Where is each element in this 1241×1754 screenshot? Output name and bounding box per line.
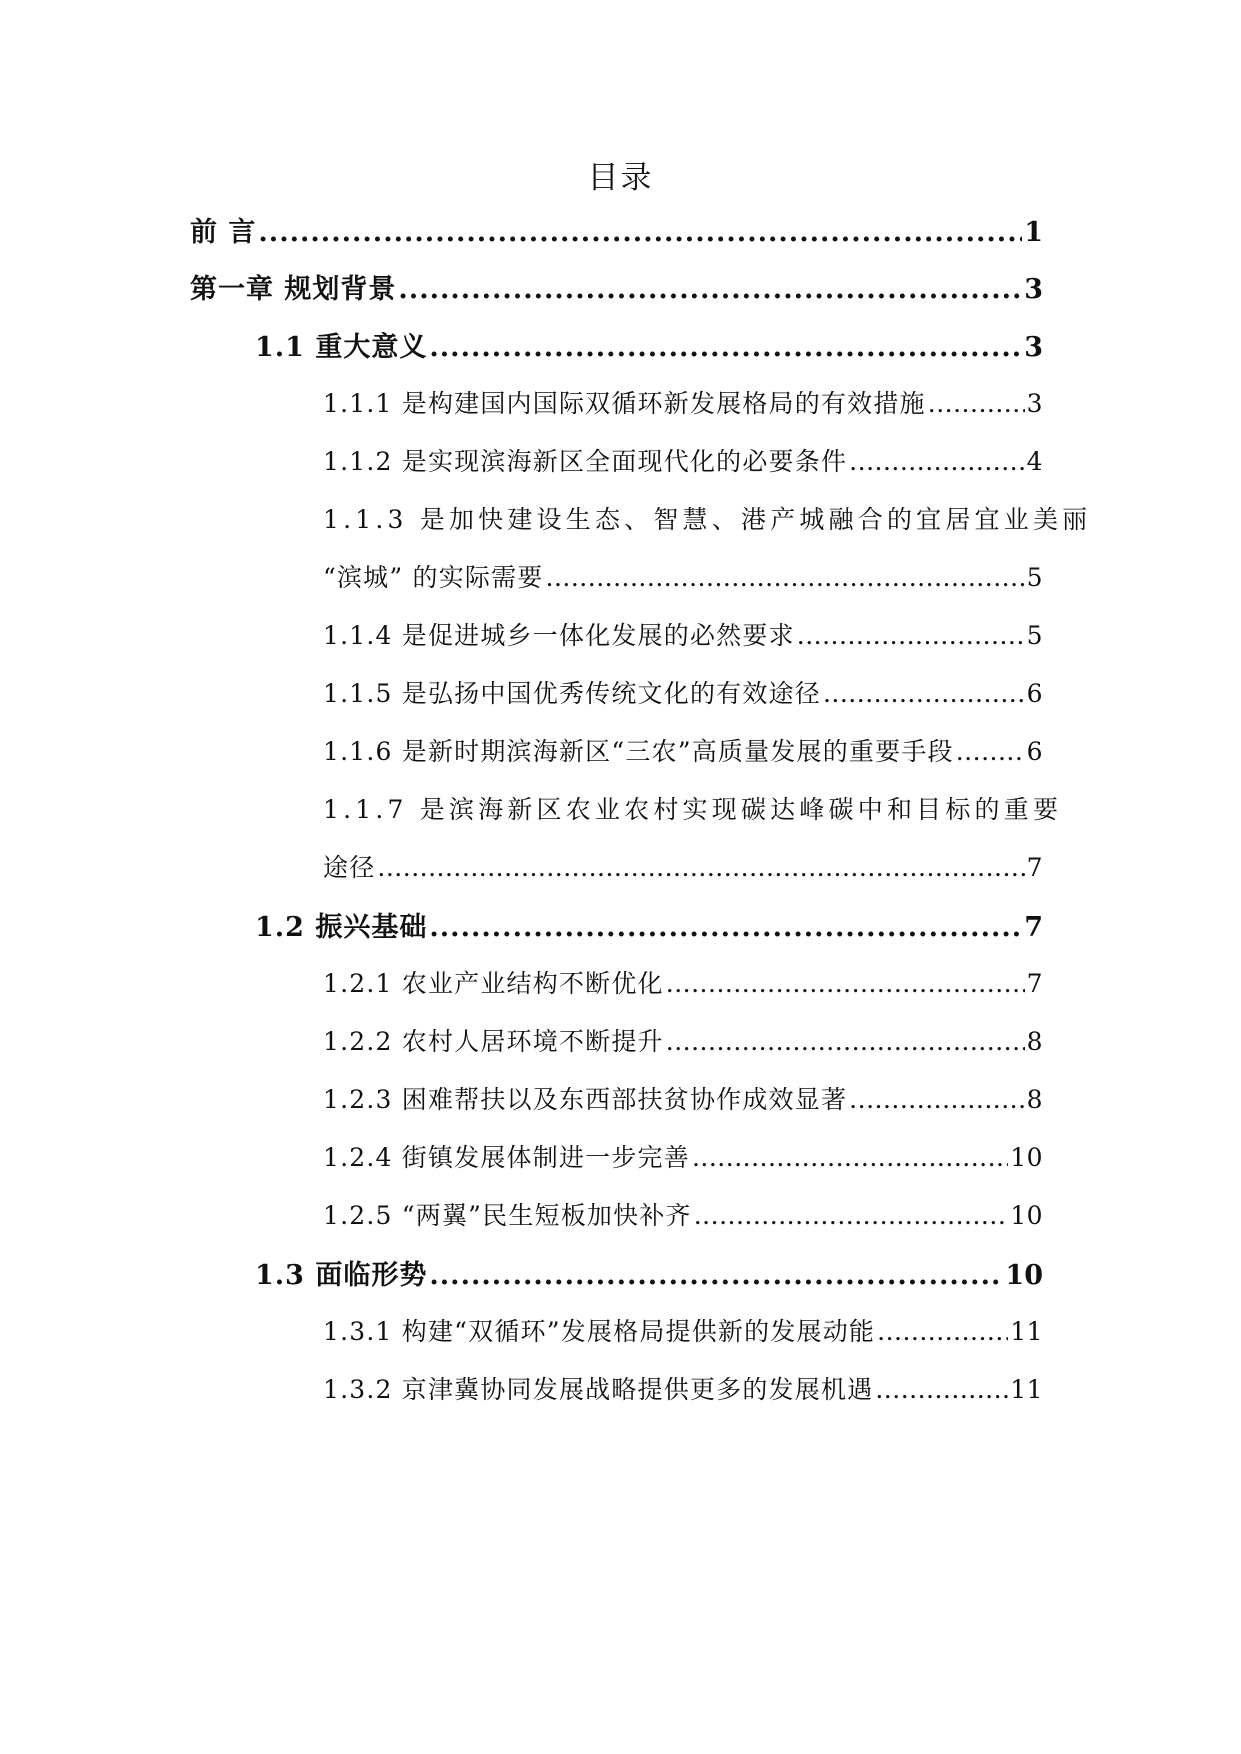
toc-entry-page: 3: [1026, 389, 1043, 418]
toc-entry-1-2[interactable]: [255, 905, 1043, 945]
toc-entry-label: 前 言: [190, 217, 257, 248]
toc-entry-page: 4: [1026, 447, 1043, 476]
toc-entry-1-1-1[interactable]: [323, 384, 1043, 424]
toc-entry-1-1-2[interactable]: [323, 442, 1043, 482]
dot-leader: [823, 679, 1025, 708]
toc-entry-label: 1.3 面临形势: [255, 1260, 428, 1291]
toc-entry-1-3-1[interactable]: [323, 1312, 1043, 1352]
toc-entry-page: 1: [1024, 217, 1043, 248]
toc-entry-1-2-1[interactable]: [323, 964, 1043, 1004]
toc-entry-page: 6: [1026, 679, 1043, 708]
dot-leader: [429, 1260, 1003, 1291]
toc-entry-label: 第一章 规划背景: [190, 274, 397, 305]
dot-leader: [877, 1317, 1008, 1346]
dot-leader: [398, 274, 1022, 305]
toc-entry-1-2-3[interactable]: [323, 1080, 1043, 1120]
toc-entry-label: 1.1.6 是新时期滨海新区“三农”高质量发展的重要手段: [323, 737, 954, 766]
dot-leader: [258, 217, 1022, 248]
toc-entry-1-1-7-line1[interactable]: [323, 790, 1063, 830]
toc-entry-page: 10: [1010, 1201, 1043, 1230]
dot-leader: [546, 563, 1025, 592]
toc-entry-1-1-3-line1[interactable]: [323, 500, 1092, 540]
toc-entry-label: 途径: [323, 853, 376, 882]
toc-entry-1-2-4[interactable]: [323, 1138, 1043, 1178]
dot-leader: [928, 389, 1025, 418]
toc-entry-page: 11: [1010, 1375, 1043, 1404]
dot-leader: [377, 853, 1024, 882]
toc-entry-label: 1.2.5 “两翼”民生短板加快补齐: [323, 1201, 692, 1230]
toc-entry-1-1[interactable]: [255, 325, 1043, 365]
toc-entry-1-1-7[interactable]: [323, 848, 1043, 888]
toc-entry-label: 1.2.2 农村人居环境不断提升: [323, 1027, 664, 1056]
toc-entry-label: 1.1.5 是弘扬中国优秀传统文化的有效途径: [323, 679, 821, 708]
toc-entry-label: 1.2 振兴基础: [255, 912, 428, 943]
dot-leader: [797, 621, 1025, 650]
toc-entry-chapter-1[interactable]: [190, 267, 1043, 307]
toc-entry-page: 5: [1026, 621, 1043, 650]
toc-entry-label: 1.1.3 是加快建设生态、智慧、港产城融合的宜居宜业美丽: [323, 505, 1092, 534]
toc-entry-label: 1.2.4 街镇发展体制进一步完善: [323, 1143, 690, 1172]
toc-entry-1-3[interactable]: [255, 1253, 1043, 1293]
toc-entry-page: 8: [1026, 1085, 1043, 1114]
dot-leader: [666, 1027, 1025, 1056]
toc-entry-page: 3: [1024, 274, 1043, 305]
toc-entry-label: 1.1.2 是实现滨海新区全面现代化的必要条件: [323, 447, 848, 476]
toc-entry-1-2-5[interactable]: [323, 1196, 1043, 1236]
toc-entry-label: 1.1.1 是构建国内国际双循环新发展格局的有效措施: [323, 389, 926, 418]
dot-leader: [849, 447, 1024, 476]
dot-leader: [429, 332, 1022, 363]
dot-leader: [429, 912, 1022, 943]
toc-title: 目录: [587, 160, 654, 196]
toc-entry-1-3-2[interactable]: [323, 1370, 1043, 1410]
toc-entry-label: 1.1.4 是促进城乡一体化发展的必然要求: [323, 621, 795, 650]
toc-entry-label: 1.1.7 是滨海新区农业农村实现碳达峰碳中和目标的重要: [323, 795, 1063, 824]
toc-entry-preface[interactable]: [190, 210, 1043, 250]
dot-leader: [849, 1085, 1024, 1114]
toc-entry-page: 10: [1005, 1260, 1043, 1291]
toc-entry-label: “滨城” 的实际需要: [323, 563, 544, 592]
toc-entry-1-1-6[interactable]: [323, 732, 1043, 772]
toc-entry-page: 10: [1010, 1143, 1043, 1172]
toc-entry-1-1-4[interactable]: [323, 616, 1043, 656]
toc-entry-page: 3: [1024, 332, 1043, 363]
toc-entry-page: 11: [1010, 1317, 1043, 1346]
dot-leader: [956, 737, 1025, 766]
toc-entry-page: 7: [1026, 853, 1043, 882]
dot-leader: [875, 1375, 1008, 1404]
toc-entry-1-1-3[interactable]: [323, 558, 1043, 598]
toc-entry-1-1-5[interactable]: [323, 674, 1043, 714]
toc-entry-label: 1.2.1 农业产业结构不断优化: [323, 969, 664, 998]
toc-entry-page: 8: [1026, 1027, 1043, 1056]
toc-entry-label: 1.2.3 困难帮扶以及东西部扶贫协作成效显著: [323, 1085, 848, 1114]
toc-entry-page: 7: [1024, 912, 1043, 943]
dot-leader: [692, 1143, 1008, 1172]
dot-leader: [694, 1201, 1008, 1230]
dot-leader: [666, 969, 1025, 998]
toc-entry-label: 1.1 重大意义: [255, 332, 428, 363]
toc-entry-label: 1.3.2 京津冀协同发展战略提供更多的发展机遇: [323, 1375, 874, 1404]
toc-entry-label: 1.3.1 构建“双循环”发展格局提供新的发展动能: [323, 1317, 876, 1346]
toc-entry-page: 5: [1026, 563, 1043, 592]
toc-entry-1-2-2[interactable]: [323, 1022, 1043, 1062]
toc-entry-page: 7: [1026, 969, 1043, 998]
toc-entry-page: 6: [1026, 737, 1043, 766]
